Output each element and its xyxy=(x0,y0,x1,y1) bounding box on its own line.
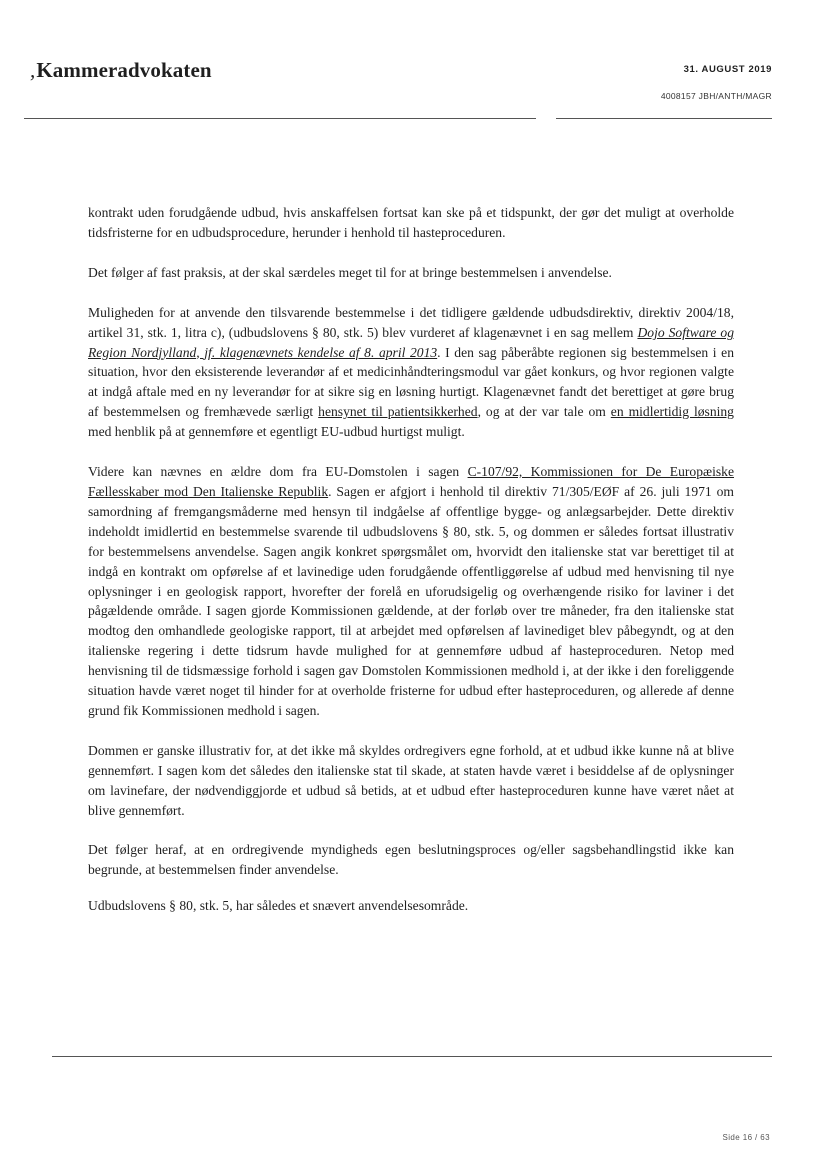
paragraph: Dommen er ganske illustrativ for, at det ikke må skyldes ordregivers egne forhold, at et udbud ikke kunne nå at blive gennemført. I sagen kom det således den italienske stat til skade, at staten havde været i besiddelse af de oplysninger om lavinefare, der nødvendiggjorde et udbud så betids, at et udbud efter hasteproceduren kunne have været nået at blive gennemført. xyxy=(88,742,734,818)
logo-text: Kammeradvokaten xyxy=(36,58,212,82)
header-rule-left xyxy=(24,118,536,119)
paragraph: Udbudslovens § 80, stk. 5, har således et snævert anvendelsesområde. xyxy=(88,898,469,914)
paragraph: Det følger af fast praksis, at der skal særdeles meget til for at bringe bestemmelsen i anvendelse. xyxy=(88,264,612,280)
paragraph: Muligheden for at anvende den tilsvarende bestemmelse i det tidligere gældende udbudsdirektiv, direktiv 2004/18, artikel 31, stk. 1, litra c), (udbudslovens § 80, stk. 5) blev vurderet af klagenævnet i en sag mellem Dojo Software og Region Nordjylland, jf. klagenævnets kendelse af 8. april 2013. I den sag påberåbte regionen sig bestemmelsen i en situation, hvor den eksisterende leverandør af et medicinhåndteringsmodul var gået konkurs, og hvor regionen valgte at indgå aftale med en ny leverandør for at sikre sig en løsning hurtigt. Klagenævnet fandt det berettiget at gøre brug af bestemmelsen og fremhævede særligt hensynet til patientsikkerhed, og at der var tale om en midlertidig løsning med henblik på at gennemføre et egentligt EU-udbud hurtigst muligt. xyxy=(88,304,734,440)
paragraph: kontrakt uden forudgående udbud, hvis anskaffelsen fortsat kan ske på et tidspunkt, der gør det muligt at overholde tidsfristerne for en udbudsprocedure, herunder i henhold til hasteproceduren. xyxy=(88,205,734,240)
emphasis-underline: en midlertidig løsning xyxy=(610,404,734,420)
emphasis-underline: hensynet til patientsikkerhed xyxy=(318,404,478,420)
document-reference: 4008157 JBH/ANTH/MAGR xyxy=(660,91,772,101)
document-body xyxy=(88,203,734,936)
paragraph: Det følger heraf, at en ordregivende myndigheds egen beslutningsproces og/eller sagsbehandlingstid ikke kan begrunde, at bestemmelsen finder anvendelse. xyxy=(88,842,734,878)
page-number: Side 16 / 63 xyxy=(722,1133,770,1142)
logo-mark: , xyxy=(30,58,36,82)
footer-rule xyxy=(52,1056,772,1057)
document-date: 31. AUGUST 2019 xyxy=(683,64,772,75)
letterhead-logo xyxy=(30,58,212,83)
header-rule-right xyxy=(556,118,772,119)
case-reference-link: C-107/92, Kommissionen for De Europæiske Fællesskaber mod Den Italienske Republik xyxy=(88,464,734,499)
case-reference-link: Dojo Software og Region Nordjylland, jf. klagenævnets kendelse af 8. april 2013 xyxy=(88,324,734,360)
paragraph: Videre kan nævnes en ældre dom fra EU-Domstolen i sagen C-107/92, Kommissionen for De Europæiske Fællesskaber mod Den Italienske Republik. Sagen er afgjort i henhold til direktiv 71/305/EØF af 26. juli 1971 om samordning af fremgangsmåderne med hensyn til indgåelse af offentlige bygge- og anlægsarbejder. Dette direktiv indeholdt imidlertid en bestemmelse svarende til udbudslovens § 80, stk. 5, og dommen er således fortsat illustrativ for bestemmelsens anvendelse. Sagen angik konkret spørgsmålet om, hvorvidt den italienske stat var berettiget til at indgå en kontrakt om opførelse af et lavinedige uden forudgående offentliggørelse af udbud med henvisning til nye oplysninger i en geologisk rapport, hvorefter der forelå en uforudsigelig og overhængende risiko for laviner i det pågældende område. I sagen gjorde Kommissionen gældende, at der forløb over tre måneder, fra den italienske stat modtog den omhandlede geologiske rapport, til at arbejdet med opførelsen af lavinediget blev påbegyndt, og at den italienske regering i dette tidsrum havde mulighed for at gennemføre udbud af hasteproceduren. Netop med henvisning til de tidsmæssige forhold i sagen gav Domstolen Kommissionen medhold i, at der ikke i den foreliggende situation havde været noget til hinder for at overholde fristerne for udbud efter hasteproceduren, og allerede af denne grund fik Kommissionen medhold i sagen. xyxy=(88,464,735,718)
